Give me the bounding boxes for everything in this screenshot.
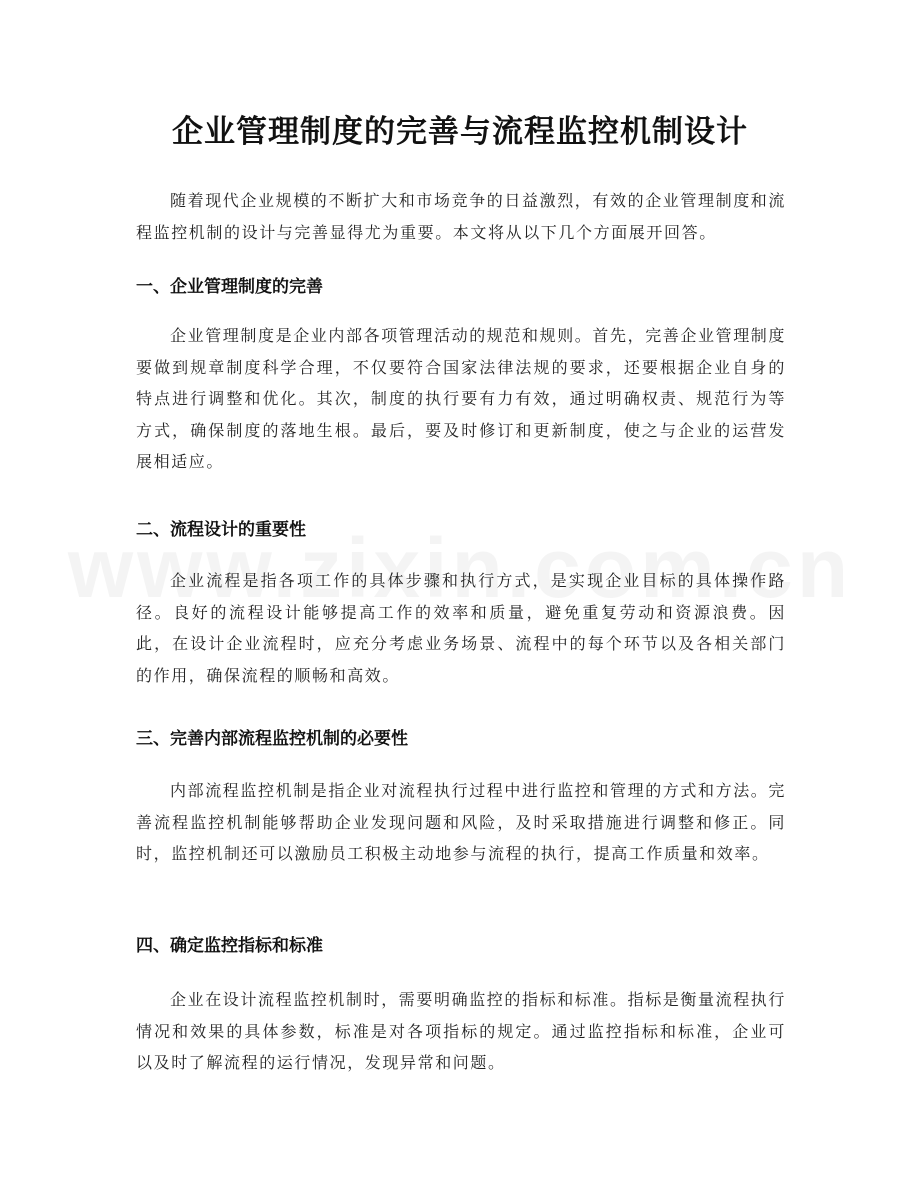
section-heading-4: 四、确定监控指标和标准 (136, 936, 323, 956)
section-body-3: 内部流程监控机制是指企业对流程执行过程中进行监控和管理的方式和方法。完善流程监控机制能够帮助企业发现问题和风险，及时采取措施进行调整和修正。同时，监控机制还可以激励员工积极主动地参与流程的执行，提高工作质量和效率。 (136, 781, 787, 863)
section-heading-3: 三、完善内部流程监控机制的必要性 (136, 729, 408, 749)
section-heading-2: 二、流程设计的重要性 (136, 520, 306, 540)
section-body-2: 企业流程是指各项工作的具体步骤和执行方式，是实现企业目标的具体操作路径。良好的流程设计能够提高工作的效率和质量，避免重复劳动和资源浪费。因此，在设计企业流程时，应充分考虑业务场景、流程中的每个环节以及各相关部门的作用，确保流程的顺畅和高效。 (136, 571, 786, 685)
section-heading-1: 一、企业管理制度的完善 (136, 277, 323, 297)
section-body-4: 企业在设计流程监控机制时，需要明确监控的指标和标准。指标是衡量流程执行情况和效果的具体参数，标准是对各项指标的规定。通过监控指标和标准，企业可以及时了解流程的运行情况，发现异常和问题。 (136, 990, 787, 1072)
intro-paragraph: 随着现代企业规模的不断扩大和市场竞争的日益激烈，有效的企业管理制度和流程监控机制的设计与完善显得尤为重要。本文将从以下几个方面展开回答。 (136, 191, 787, 242)
section-body-1: 企业管理制度是企业内部各项管理活动的规范和规则。首先，完善企业管理制度要做到规章制度科学合理，不仅要符合国家法律法规的要求，还要根据企业自身的特点进行调整和优化。其次，制度的执行要有力有效，通过明确权责、规范行为等方式，确保制度的落地生根。最后，要及时修订和更新制度，使之与企业的运营发展相适应。 (136, 326, 787, 471)
page-title: 企业管理制度的完善与流程监控机制设计 (172, 114, 748, 150)
